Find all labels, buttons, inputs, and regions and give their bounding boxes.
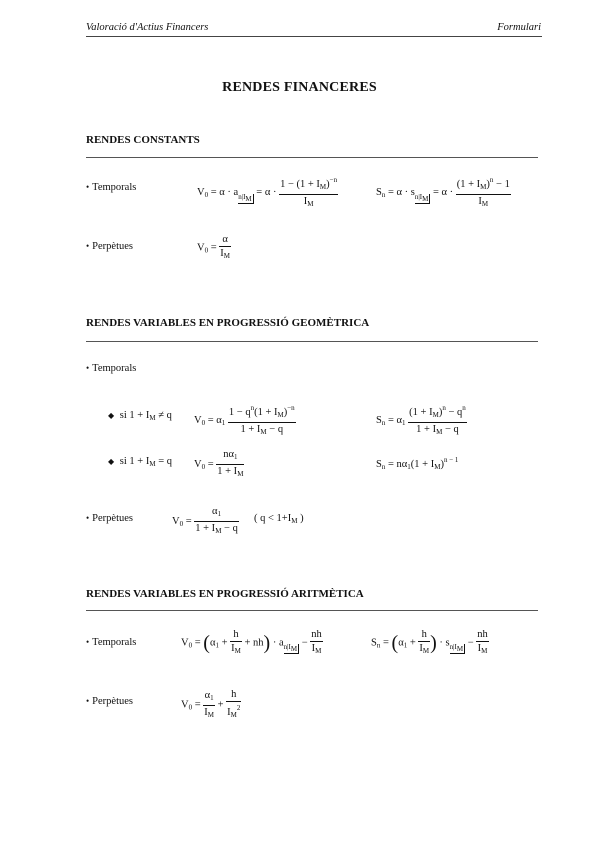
diamond-icon: ◆ (108, 457, 115, 466)
header-right: Formulari (497, 22, 541, 33)
formula-geometrica-sn-case2: $S_n = n\alpha_1(1 + I_M)^{n - 1}$ (376, 456, 459, 471)
formula-constants-v0: $V_0 = \alpha \cdot an|I_M = \alpha$ · $\frac{1 - (1 + I_M)^{-n}}{I_M}$ (197, 176, 338, 208)
label-constants-perpetues: • Perpètues (86, 241, 133, 252)
formula-geometrica-v0-case2: $V_0$ = $\frac{n\alpha_1}{1 + I_M}$ (194, 449, 244, 478)
page-title: RENDES FINANCERES (222, 80, 377, 95)
formula-constants-sn: $S_n = \alpha \cdot sn|I_M = \alpha$ · $\frac{(1 + I_M)^n - 1}{I_M}$ (376, 176, 510, 208)
formula-geometrica-v0-case1: $V_0 = \alpha_1$ $\frac{1 - q^n(1 + I_M)^{-n}}{1 + I_M - q}$ (194, 404, 295, 436)
label-aritmetica-perpetues: • Perpètues (86, 696, 133, 707)
formula-geometrica-sn-case1: $S_n = \alpha_1$ $\frac{(1 + I_M)^n - q^n}{1 + I_M - q}$ (376, 404, 466, 436)
formula-geometrica-perpetua: $V_0$ = $\frac{\alpha_1}{1 + I_M - q}$ (172, 506, 238, 535)
formula-aritmetica-sn: $S_n = (\alpha_1$ + $\frac{h}{I_M}$ ) · $sn|I_M$ − $\frac{nh}{I_M}$ (371, 629, 488, 655)
label-geometrica-case2: ◆ si $1 + I_M = q$ (108, 456, 172, 468)
section-rule (86, 610, 538, 611)
bullet-icon: • (86, 182, 90, 192)
label-geometrica-case1: ◆ si $1 + I_M \ne q$ (108, 410, 172, 422)
formula-constants-perpetua: $V_0$ = $\frac{\alpha}{I_M}$ (197, 234, 230, 260)
label-aritmetica-temporals: • Temporals (86, 637, 137, 648)
label-constants-temporals: • Temporals (86, 182, 137, 193)
formula-aritmetica-perpetua: $V_0$ = $\frac{\alpha_1}{I_M}$ + $\frac{h}{I_M^2}$ (181, 689, 241, 719)
formula-aritmetica-v0: $V_0 = (\alpha_1$ + $\frac{h}{I_M}$ + $nh) \cdot an|I_M$ − $\frac{nh}{I_M}$ (181, 629, 322, 655)
bullet-icon: • (86, 363, 90, 373)
section-heading-aritmetica: RENDES VARIABLES EN PROGRESSIÓ ARITMÈTICA (86, 588, 364, 600)
header-left: Valoració d'Actius Financers (86, 22, 209, 33)
section-heading-constants: RENDES CONSTANTS (86, 134, 200, 146)
bullet-icon: • (86, 241, 90, 251)
section-rule (86, 341, 538, 342)
label-geometrica-temporals: • Temporals (86, 363, 137, 374)
diamond-icon: ◆ (108, 411, 115, 420)
section-heading-geometrica: RENDES VARIABLES EN PROGRESSIÓ GEOMÈTRICA (86, 317, 370, 329)
condition-geometrica-perpetua: ( $q < 1+I_M$ ) (254, 513, 304, 525)
label-geometrica-perpetues: • Perpètues (86, 513, 133, 524)
bullet-icon: • (86, 513, 90, 523)
section-rule (86, 157, 538, 158)
bullet-icon: • (86, 637, 90, 647)
bullet-icon: • (86, 696, 90, 706)
header-divider (86, 36, 542, 37)
